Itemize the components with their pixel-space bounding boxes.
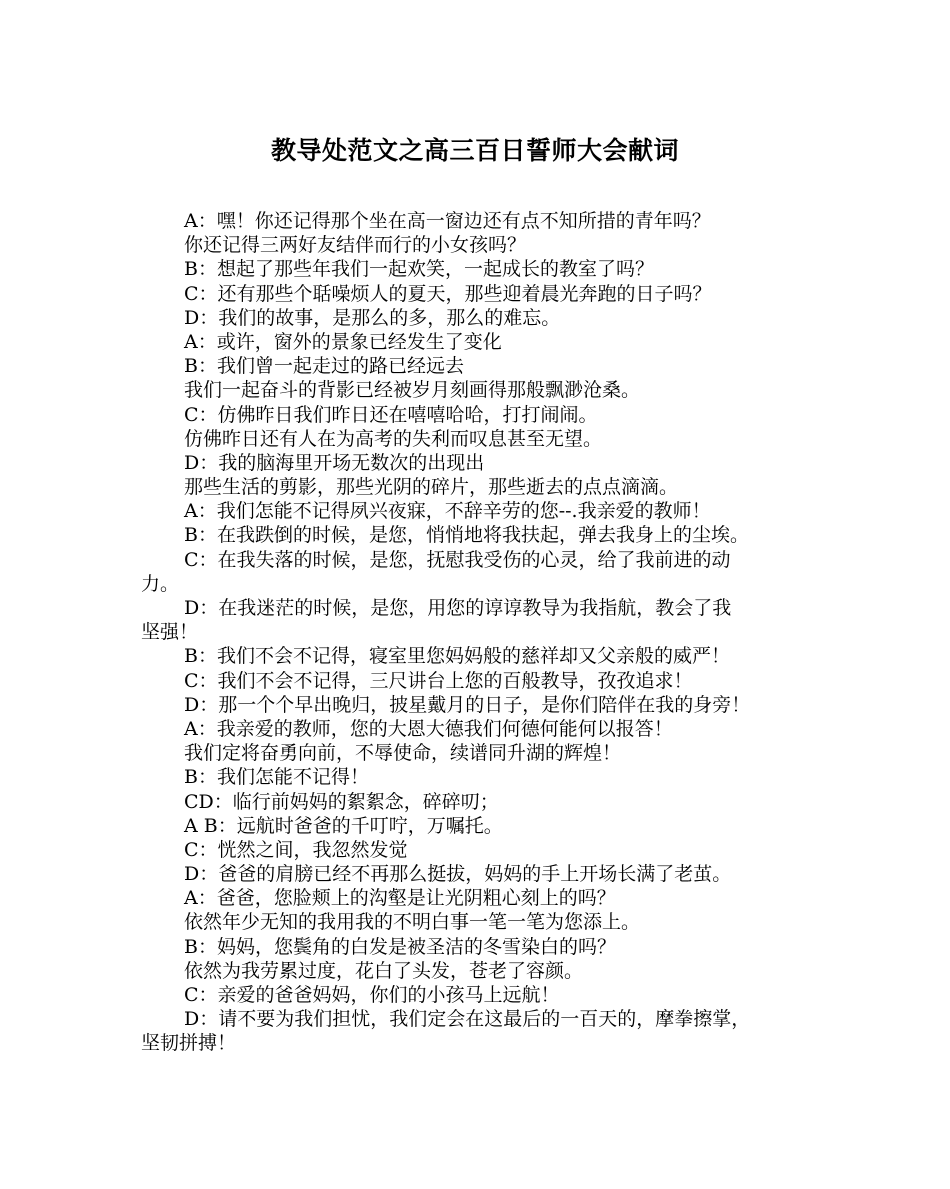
text-line: B：我们曾一起走过的路已经远去 [184,355,464,378]
text-line: 坚韧拼搏！ [141,1032,237,1055]
text-line: 我们一起奋斗的背影已经被岁月刻画得那般飘渺沧桑。 [184,379,641,402]
text-line: 你还记得三两好友结伴而行的小女孩吗？ [184,234,527,257]
text-line: B：在我跌倒的时候，是您，悄悄地将我扶起，弹去我身上的尘埃。 [184,524,749,547]
text-line: D：爸爸的肩膀已经不再那么挺拔，妈妈的手上开场长满了老茧。 [184,863,732,886]
text-line: B：我们不会不记得，寝室里您妈妈般的慈祥却又父亲般的威严！ [184,645,730,668]
text-line: A：我亲爱的教师，您的大恩大德我们何德何能何以报答！ [184,717,673,740]
text-line: D：我们的故事，是那么的多，那么的难忘。 [184,306,561,329]
text-line: B：我们怎能不记得！ [184,766,369,789]
text-line: B：妈妈，您鬓角的白发是被圣洁的冬雪染白的吗？ [184,935,616,958]
text-line: 依然为我劳累过度，花白了头发，苍老了容颜。 [184,959,584,982]
text-line: A：爸爸，您脸颊上的沟壑是让光阴粗心刻上的吗？ [184,887,616,910]
text-line: 坚强！ [141,621,199,644]
text-line: 那些生活的剪影，那些光阴的碎片，那些逝去的点点滴滴。 [184,476,679,499]
text-line: B：想起了那些年我们一起欢笑，一起成长的教室了吗？ [184,258,654,281]
text-line: D：在我迷茫的时候，是您，用您的谆谆教导为我指航，教会了我 [184,597,732,619]
document-title: 教导处范文之高三百日誓师大会献词 [270,136,679,165]
text-line: C：恍然之间，我忽然发觉 [184,838,408,861]
document-body [141,209,817,1056]
text-line: A：或许，窗外的景象已经发生了变化 [184,330,502,353]
text-line: D：我的脑海里开场无数次的出现出 [184,451,485,474]
text-line: A B：远航时爸爸的千叮咛，万嘱托。 [184,814,503,837]
text-line: D：那一个个早出晚归，披星戴月的日子，是你们陪伴在我的身旁！ [184,693,751,716]
text-line: C：在我失落的时候，是您，抚慰我受伤的心灵，给了我前进的动 [184,548,731,571]
text-line: 力。 [141,572,180,595]
text-line: 仿佛昨日还有人在为高考的失利而叹息甚至无望。 [184,427,603,450]
text-line: CD：临行前妈妈的絮絮念，碎碎叨； [184,790,499,813]
text-line: C：亲爱的爸爸妈妈，你们的小孩马上远航！ [184,984,560,1006]
text-line: D：请不要为我们担忧，我们定会在这最后的一百天的，摩拳擦掌， [184,1008,751,1031]
text-line: A：嘿！你还记得那个坐在高一窗边还有点不知所措的青年吗？ [184,210,711,232]
text-line: C：还有那些个聒噪烦人的夏天，那些迎着晨光奔跑的日子吗？ [184,282,712,305]
text-line: 依然年少无知的我用我的不明白事一笔一笔为您添上。 [184,911,641,934]
text-line: C：仿佛昨日我们昨日还在嘻嘻哈哈，打打闹闹。 [184,403,598,426]
text-line: 我们定将奋勇向前，不辱使命，续谱同升湖的辉煌！ [184,742,622,765]
text-line: A：我们怎能不记得夙兴夜寐，不辞辛劳的您--.我亲爱的教师！ [184,500,711,523]
text-line: C：我们不会不记得，三尺讲台上您的百般教导，孜孜追求！ [184,669,693,692]
